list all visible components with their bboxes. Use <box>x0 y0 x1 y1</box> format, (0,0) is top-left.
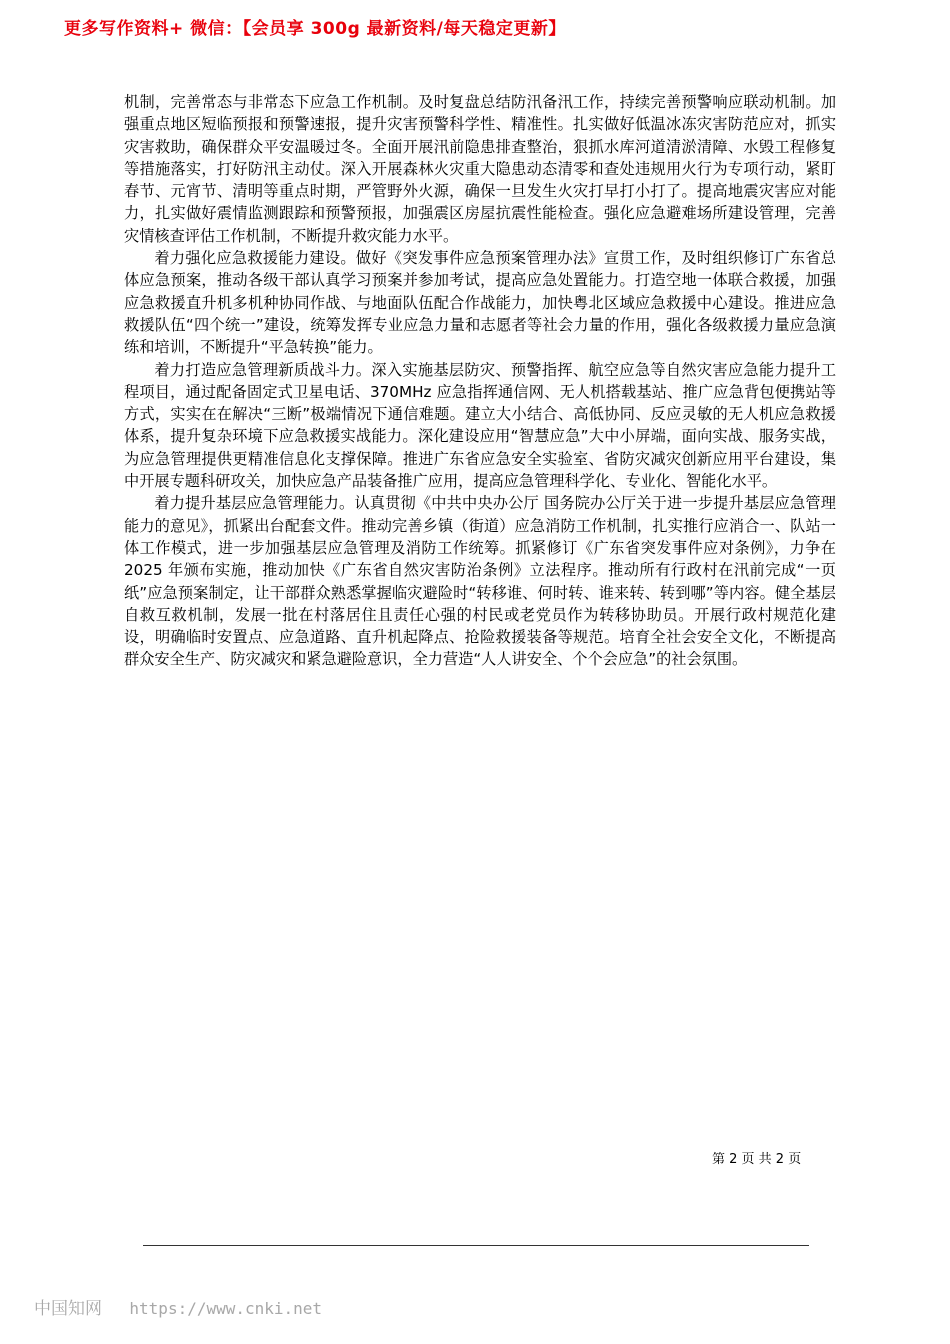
watermark-name: 中国知网 <box>34 1299 102 1319</box>
page-number: 第 2 页 共 2 页 <box>712 1152 802 1167</box>
cnki-watermark <box>34 1294 322 1319</box>
paragraph-new-quality-force: 着力打造应急管理新质战斗力。深入实施基层防灾、预警指挥、航空应急等自然灾害应急能力提升工程项目，通过配备固定式卫星电话、370MHz 应急指挥通信网、无人机搭载基站、推广应急背包便携站等方式，实实在在解决“三断”极端情况下通信难题。建立大小结合、高低协同、反应灵敏的无人机应急救援体系，提升复杂环境下应急救援实战能力。深化建设应用“智慧应急”大中小屏端，面向实战、服务实战，为应急管理提供更精准信息化支撑保障。推进广东省应急安全实验室、省防灾减灾创新应用平台建设，集中开展专题科研攻关，加快应急产品装备推广应用，提高应急管理科学化、专业化、智能化水平。 <box>124 360 836 491</box>
footer-divider <box>143 1245 809 1246</box>
watermark-site-link[interactable]: https://www.cnki.net <box>129 1299 323 1318</box>
document-body <box>124 91 836 671</box>
paragraph-rescue-capacity: 着力强化应急救援能力建设。做好《突发事件应急预案管理办法》宣贯工作，及时组织修订广东省总体应急预案，推动各级干部认真学习预案并参加考试，提高应急处置能力。打造空地一体联合救援，加强应急救援直升机多机种协同作战、与地面队伍配合作战能力，加快粤北区域应急救援中心建设。推进应急救援队伍“四个统一”建设，统筹发挥专业应急力量和志愿者等社会力量的作用，强化各级救援力量应急演练和培训，不断提升“平急转换”能力。 <box>124 249 836 357</box>
paragraph-grassroots-management: 着力提升基层应急管理能力。认真贯彻《中共中央办公厅 国务院办公厅关于进一步提升基层应急管理能力的意见》，抓紧出台配套文件。推动完善乡镇（街道）应急消防工作机制，扎实推行应消合一、队站一体工作模式，进一步加强基层应急管理及消防工作统筹。抓紧修订《广东省突发事件应对条例》，力争在 2025 年颁布实施，推动加快《广东省自然灾害防治条例》立法程序。推动所有行政村在汛前完成“一页纸”应急预案制定，让干部群众熟悉掌握临灾避险时“转移谁、何时转、谁来转、转到哪”等内容。健全基层自救互救机制，发展一批在村落居住且责任心强的村民或老党员作为转移协助员。开展行政村规范化建设，明确临时安置点、应急道路、直升机起降点、抢险救援装备等规范。培育全社会安全文化，不断提高群众安全生产、防灾减灾和紧急避险意识，全力营造“人人讲安全、个个会应急”的社会氛围。 <box>124 494 836 669</box>
promo-banner: 更多写作资料+ 微信：【会员享 300g 最新资料/每天稳定更新】 <box>64 19 566 39</box>
paragraph-continuation: 机制，完善常态与非常态下应急工作机制。及时复盘总结防汛备汛工作，持续完善预警响应联动机制。加强重点地区短临预报和预警速报，提升灾害预警科学性、精准性。扎实做好低温冰冻灾害防范应对，抓实灾害救助，确保群众平安温暖过冬。全面开展汛前隐患排查整治，狠抓水库河道清淤清障、水毁工程修复等措施落实，打好防汛主动仗。深入开展森林火灾重大隐患动态清零和查处违规用火行为专项行动，紧盯春节、元宵节、清明等重点时期，严管野外火源，确保一旦发生火灾打早打小打了。提高地震灾害应对能力，扎实做好震情监测跟踪和预警预报，加强震区房屋抗震性能检查。强化应急避难场所建设管理，完善灾情核查评估工作机制，不断提升救灾能力水平。 <box>124 93 836 245</box>
